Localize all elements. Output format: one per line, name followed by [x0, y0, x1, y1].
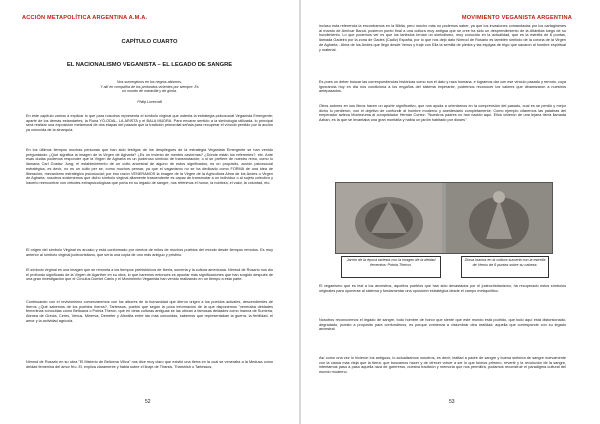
epigraph-line: Nos sumergimos en los negros abismos,: [117, 80, 182, 84]
right-running-header: MOVIMIENTO VEGANISTA ARGENTINA: [461, 15, 572, 21]
paragraph: Así como una vez lo hicieron los antiguos, lo actualizamos nosotros, es decir, lealtad a padre de sangre y buena sinfonía de sangre nuevamente con la causa más vieja que la tierra, que buscamos hacer y de ofrecer volver a ser lo que fuimos primero, revertir y la revolución de la sangre, intentamos paso a paso aquella raza de guerreros, nuestra tradición y memoria que nos permitirá, podamos reconstruir el paradigma cultural del mundo moderno.: [319, 356, 566, 375]
left-running-header: ACCIÓN METAPOLÍTICA ARGENTINA A.M.A.: [22, 15, 148, 21]
left-page: [0, 0, 299, 424]
figure-caption: Jarrón de la época tartesia con la imagen de la deidad femenina: Potnia Theron.: [341, 256, 441, 278]
chapter-label: CAPÍTULO CUARTO: [121, 39, 178, 45]
epigraph-line: un mundo de maravilla y de gloria.: [122, 89, 177, 94]
right-column-after: [319, 0, 566, 424]
paragraph: Nimrod de Rosario en su obra "El Misterio de Belicena Villca" nos dice muy claro que existió una tierra en la cual se veneraba a la Medusa como deidad femenina del amor frío. El, explica claramente y habla sobre el linaje de Tharsis, Tharshish o Tartessos,: [26, 360, 273, 369]
epigraph-line: Y allí en compañía de los profundos vivientes por siempre. Es: [100, 84, 199, 89]
paragraph: En los últimos tiempos muchas personas que han sido testigos de los despliegues de la estrategia Veganista Emergente se han venido preguntando ¿Qué significa la imagen de la Virgen de Agharta? ¿Es un invento de mentes caviernas? ¿Dónde están los referentes?, etc. Ante esas dudas podemos responder que la Virgen de Agharta es un poderoso símbolo de transmutación; o si se prefiere de nuestro reino, como lo llamaría Carl Gustav Jung; el establecimiento de un culto ancestral de alguno de estos significados, es un propósito, acción psicosocial estratégica, es decir, no es un culto per se, como muchos pensar, ya que el vaganismo no se ha dedicado como FORMA de una idea de liberación; mecanismo estratégico psicosocial; por eso razón VENERAMOS la imagen de la Virgen de la Agricultura Alma de los Andes o Virgen de Agharta, nosotros sostenemos que dicho símbolo virginal altamente trascendente es capaz de transmutar a un individuo o al sujeto colectivo y hacerlo reencontrar con virtudes extrapsicológicas que porta en su legado de sangre, nos referimos el honor, la nobleza, el valor, la voluntad, etc.: [26, 148, 273, 185]
paragraph: Continuando con el revisionismo comenzaremos con los albores de la humanidad que dieron origen a los pueblos actuales, descendientes de íberos ¿Qué sabemos de los pueblos íberos?, Tartessos, pueblo que según la poca información de la que disponemos "veneraba deidades femeninas conocidas como Beltoana o Potnia Theron, que en otras culturas antiguas se las ubican a famosas deidades como Inanna de Sumeria, Atenea de Grecia, Ceres, Venus, Minerva, Deméter y Afrodita entre las más conocidas, sabemos que representaban la guerra, la fertilidad, el amor y la actividad agrícola.: [26, 300, 273, 323]
epigraph-author: Philip Lovecraft: [137, 100, 162, 104]
paragraph: Otros autores en sus libros hacen un aporte significativo, que nos ayuda a orientarnos en la comprensión del pasado, cual es se perdió y mejor dicho lo perdieron, con el objetivo de confundir al hombre moderno y anestesiarlo completamente. Como ejemplo citaremos las palabras del emperador azteca Moctezuma al conquistador Hernán Cortez: "Nuestros padres no han nacido aquí. Ellos vinieron de una lejana tierra llamada Aztlan, es la que se levantaba una gran montaña y había un jardín habitado por dioses": [319, 104, 566, 123]
figure-caption: Diosa Inanna en la cultura sumeria con la estrella de Venus de 8 puntas sobre su cabeza.: [461, 256, 549, 278]
epigraph: [26, 80, 273, 94]
paragraph: En este capítulo vamos a explicar lo que para nosotros representa el símbolo virginal que ostenta la estrategia psicosocial Veganista Emergente; aparte de los demás estandartes, la Runa YÓ-ODAL, LA ARISTA y el BALA MUDRA. Para encarar sentido a la simbología utilizada, lo principal será realizar una exposición metamoral de dos etapas del pasado que la tradición primordial señala para recuperar el vínculo perdido por la acción ya conocida de la sinarquía.: [26, 114, 273, 133]
paragraph: Nosotros reconocemos el legado de sangre, todo hombre de honor que siente que este mundo está podrido, que todo aquí está distorsionado, degradado, puesto a propósito para confundirnos, es porque comienza a vislumbrar otra realidad, aquella que corresponde con su legado ancestral.: [319, 318, 566, 332]
right-page: [301, 0, 600, 424]
page-number: 53: [449, 399, 455, 405]
paragraph: El veganismo que es leal a los ancestros, aquellos pueblos que han sido devastados por el judeocristianismo, ha recuperado estos símbolos originales para oponerse al sistema y fundamentar una oposición estratégica desde el campo metapolítico.: [319, 284, 566, 293]
left-column: [26, 0, 273, 424]
paragraph: incluso esta referencia la encontramos en la Biblia, pero mucho más no podemos saber, ya que los invasiones comandadas por los cartagineses al mando de Amílcar Barcá, pusieron punto final a una cultura muy antigua que se cree ha sido un desprendimiento de la Atlántida luego de su hundimiento. Lo que podemos ver es que los tartesios tenían un simbolismo, muy conocido en la actualidad, que es la estrella de 8 puntas, llamada Gadeiro por la zona de Gades (Cadiz) España, por lo que nos dejó dato Nimrod de Rosario es también símbolo de la corona de la Virgen de Agharta - Alma de los Andes que llegó desde Venus y traje con Ella la semilla de piedra y las espigas de trigo que sacaron al hombre espiritual y material.: [319, 24, 566, 52]
paragraph: El origen del símbolo Virginal es arcaico y está conformado por cientos de mitos de muchos pueblos del mundo desde tiempos remotos. Es muy anterior al símbolo virginal judeocristiano, que sería una copia de uno más antiguo y prístino.: [26, 248, 273, 257]
chapter-title: EL NACIONALISMO VEGANISTA – EL LEGADO DE SANGRE: [66, 62, 233, 68]
page-number: 52: [145, 399, 151, 405]
paragraph: Es pues un deber buscar las correspondencias históricas como son el dato y raza humana, e logramos dar con ese vínculo pasado y remoto, cuya ignorancia hoy en día nos condiciona a los engaños del sistema imperante, podremos reconocer los valores que dinamizaron a nuestros antepasados.: [319, 80, 566, 94]
paragraph: El símbolo virginal es una imagen que se remonta a los tiempos prehistóricos de Iberia, sumeria y la cultura americana. Nimrod de Rosario nos dio el profundo significado de la Virgen de Agarther en su obra, lo que haremos entonces es apuntar más significaciones que han surgido después de una gran investigación que el Círculus Domini Canis y el Movimiento Veganista han venido realizando en un tiempo a esta parte.: [26, 268, 273, 282]
